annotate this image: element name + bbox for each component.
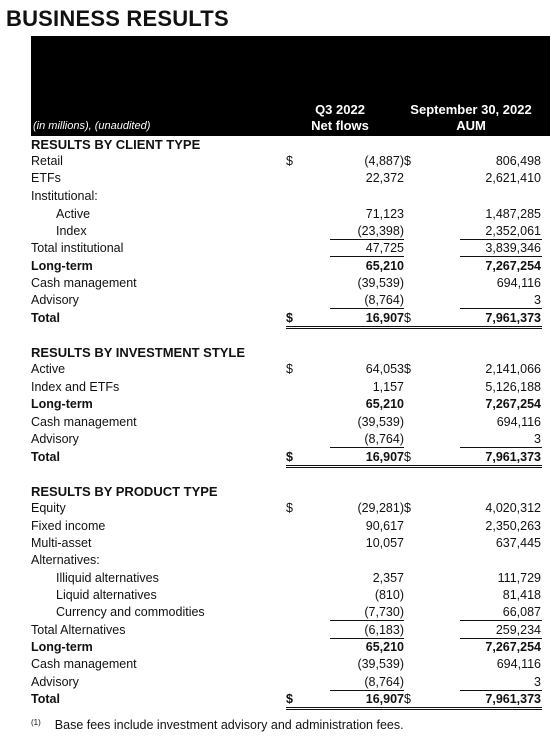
row-label: Advisory: [31, 293, 79, 307]
netflows-value: (8,764): [364, 675, 404, 689]
row-label: Total: [31, 450, 60, 464]
netflows-value: 10,057: [365, 536, 404, 550]
netflows-value: (39,539): [357, 415, 404, 429]
rule-netflows: [330, 256, 404, 257]
currency-symbol: $: [404, 311, 411, 325]
netflows-value: (7,730): [364, 605, 404, 619]
col-netflows-line2: Net flows: [311, 118, 369, 133]
rule-aum: [460, 447, 542, 448]
aum-value: 7,961,373: [485, 311, 541, 325]
row-label: Retail: [31, 154, 63, 168]
aum-value: 81,418: [502, 588, 541, 602]
netflows-value: (810): [374, 588, 404, 602]
row-label: Active: [56, 207, 91, 221]
netflows-value: 71,123: [365, 207, 404, 221]
netflows-value: (8,764): [364, 432, 404, 446]
netflows-value: (39,539): [357, 276, 404, 290]
rule-netflows: [286, 465, 404, 466]
aum-value: 7,267,254: [485, 259, 541, 273]
rule-aum: [404, 465, 542, 466]
aum-value: 66,087: [502, 605, 541, 619]
double-rule-aum: [404, 709, 542, 710]
units-note: (in millions), (unaudited): [33, 120, 151, 132]
table-row: [0, 379, 550, 396]
row-label: Cash management: [31, 657, 137, 671]
row-label: Equity: [31, 501, 66, 515]
row-label: RESULTS BY INVESTMENT STYLE: [31, 345, 246, 360]
aum-value: 694,116: [496, 276, 541, 290]
row-label: Active: [31, 362, 66, 376]
row-label: Institutional:: [31, 189, 98, 203]
table-row: [0, 535, 550, 552]
table-row: [0, 656, 550, 673]
footnote-text: Base fees include investment advisory and administration fees.: [54, 718, 404, 732]
table-row: [0, 587, 550, 604]
rule-aum: [404, 326, 542, 327]
netflows-value: (4,887): [364, 154, 404, 168]
table-row: [0, 223, 550, 240]
currency-symbol: $: [286, 692, 293, 706]
aum-value: 2,350,263: [485, 519, 541, 533]
row-label: Index: [56, 224, 87, 238]
currency-symbol: $: [404, 450, 411, 464]
rule-netflows: [286, 326, 404, 327]
row-label: Total institutional: [31, 241, 124, 255]
currency-symbol: $: [286, 362, 293, 376]
aum-value: 694,116: [496, 415, 541, 429]
netflows-value: 2,357: [372, 571, 404, 585]
table-row: [0, 275, 550, 292]
netflows-value: 65,210: [365, 640, 404, 654]
currency-symbol: $: [286, 450, 293, 464]
row-label: Liquid alternatives: [56, 588, 157, 602]
netflows-value: 65,210: [365, 397, 404, 411]
table-row: [0, 552, 550, 569]
table-row: [0, 414, 550, 431]
row-label: Long-term: [31, 397, 93, 411]
aum-value: 694,116: [496, 657, 541, 671]
currency-symbol: $: [286, 501, 293, 515]
table-row: [0, 396, 550, 413]
section-header: [0, 136, 550, 153]
table-row: [0, 240, 550, 257]
row-label: Index and ETFs: [31, 380, 120, 394]
aum-value: 5,126,188: [485, 380, 541, 394]
row-label: Advisory: [31, 432, 79, 446]
row-label: Multi-asset: [31, 536, 92, 550]
rule-netflows: [286, 707, 404, 708]
aum-value: 3: [534, 432, 541, 446]
aum-value: 2,352,061: [485, 224, 541, 238]
table-row: [0, 170, 550, 187]
row-label: RESULTS BY PRODUCT TYPE: [31, 484, 218, 499]
row-label: Cash management: [31, 276, 137, 290]
currency-symbol: $: [404, 362, 411, 376]
table-row: [0, 188, 550, 205]
table-row: [0, 258, 550, 275]
table-row: [0, 361, 550, 378]
table-row: [0, 674, 550, 691]
double-rule-netflows: [286, 328, 404, 329]
currency-symbol: $: [286, 154, 293, 168]
netflows-value: 16,907: [365, 692, 404, 706]
table-row: [0, 449, 550, 466]
aum-value: 1,487,285: [485, 207, 541, 221]
rule-netflows: [330, 620, 404, 621]
page-title: BUSINESS RESULTS: [6, 6, 229, 31]
row-label: ETFs: [31, 171, 61, 185]
row-label: Total Alternatives: [31, 623, 126, 637]
table-row: [0, 604, 550, 621]
aum-value: 637,445: [495, 536, 541, 550]
double-rule-netflows: [286, 709, 404, 710]
table-row: [0, 518, 550, 535]
col-netflows-header: [300, 102, 380, 134]
row-label: Long-term: [31, 640, 93, 654]
row-label: Fixed income: [31, 519, 106, 533]
netflows-value: 16,907: [365, 450, 404, 464]
section-header: [0, 483, 550, 500]
netflows-value: 1,157: [372, 380, 404, 394]
row-label: Total: [31, 311, 60, 325]
rule-aum: [404, 707, 542, 708]
netflows-value: (23,398): [357, 224, 404, 238]
row-label: Total: [31, 692, 60, 706]
footnote-marker: (1): [31, 718, 41, 727]
row-label: Cash management: [31, 415, 137, 429]
aum-value: 7,961,373: [485, 692, 541, 706]
row-label: Long-term: [31, 259, 93, 273]
footnote: [31, 718, 404, 732]
aum-value: 2,141,066: [485, 362, 541, 376]
table-row: [0, 206, 550, 223]
aum-value: 7,267,254: [485, 397, 541, 411]
netflows-value: (39,539): [357, 657, 404, 671]
table-row: [0, 570, 550, 587]
currency-symbol: $: [404, 692, 411, 706]
table-row: [0, 691, 550, 708]
rule-netflows: [330, 308, 404, 309]
section-header: [0, 344, 550, 361]
rule-aum: [460, 620, 542, 621]
row-label: RESULTS BY CLIENT TYPE: [31, 137, 201, 152]
table-row: [0, 310, 550, 327]
table-row: [0, 431, 550, 448]
currency-symbol: $: [404, 154, 411, 168]
row-label: Currency and commodities: [56, 605, 205, 619]
netflows-value: 65,210: [365, 259, 404, 273]
double-rule-netflows: [286, 467, 404, 468]
netflows-value: (6,183): [364, 623, 404, 637]
aum-value: 3,839,346: [485, 241, 541, 255]
col-netflows-line1: Q3 2022: [315, 102, 365, 117]
aum-value: 7,961,373: [485, 450, 541, 464]
row-label: Illiquid alternatives: [56, 571, 159, 585]
aum-value: 259,234: [495, 623, 541, 637]
table-row: [0, 639, 550, 656]
table-row: [0, 292, 550, 309]
aum-value: 4,020,312: [485, 501, 541, 515]
row-label: Advisory: [31, 675, 79, 689]
col-aum-header: [400, 102, 542, 134]
aum-value: 7,267,254: [485, 640, 541, 654]
double-rule-aum: [404, 467, 542, 468]
netflows-value: 47,725: [365, 241, 404, 255]
aum-value: 2,621,410: [485, 171, 541, 185]
currency-symbol: $: [286, 311, 293, 325]
table-row: [0, 500, 550, 517]
netflows-value: 16,907: [365, 311, 404, 325]
rule-netflows: [330, 447, 404, 448]
aum-value: 3: [534, 675, 541, 689]
netflows-value: (8,764): [364, 293, 404, 307]
aum-value: 806,498: [495, 154, 541, 168]
netflows-value: 90,617: [365, 519, 404, 533]
netflows-value: 64,053: [365, 362, 404, 376]
rule-aum: [460, 256, 542, 257]
table-row: [0, 153, 550, 170]
col-aum-line1: September 30, 2022: [410, 102, 532, 117]
row-label: Alternatives:: [31, 553, 100, 567]
rule-aum: [460, 308, 542, 309]
aum-value: 3: [534, 293, 541, 307]
netflows-value: 22,372: [365, 171, 404, 185]
currency-symbol: $: [404, 501, 411, 515]
table-row: [0, 622, 550, 639]
netflows-value: (29,281): [357, 501, 404, 515]
col-aum-line2: AUM: [456, 118, 486, 133]
aum-value: 111,729: [497, 571, 541, 585]
double-rule-aum: [404, 328, 542, 329]
